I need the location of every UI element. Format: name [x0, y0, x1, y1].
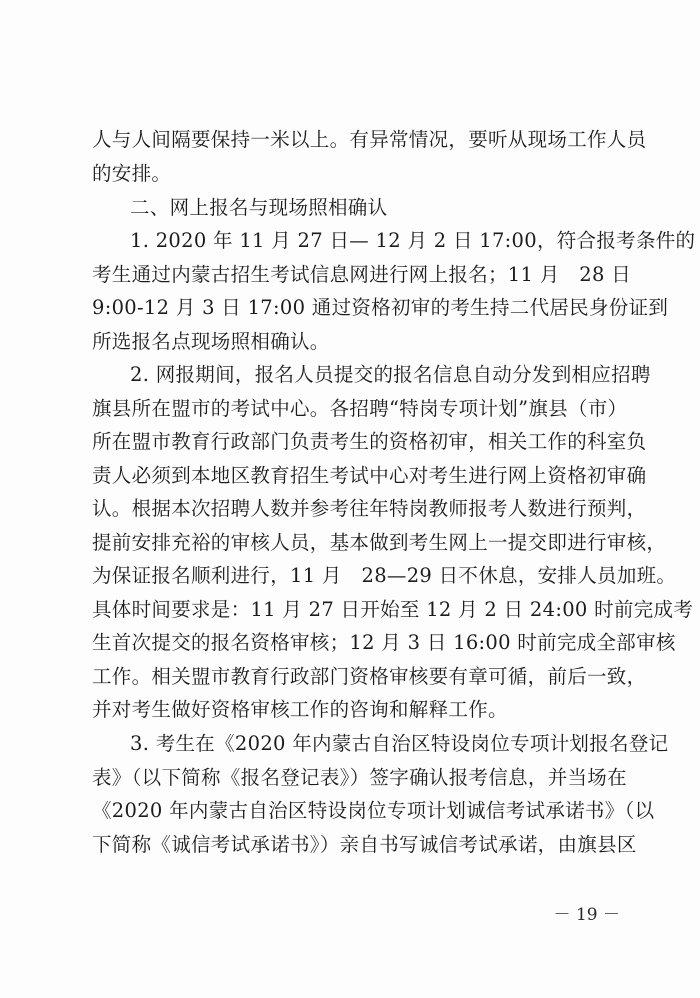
page-number: － 19 －	[553, 905, 620, 925]
text-line: 1. 2020 年 11 月 27 日— 12 月 2 日 17:00，符合报考条件的	[130, 229, 696, 252]
text-line: 生首次提交的报名资格审核；12 月 3 日 16:00 时前完成全部审核	[92, 631, 676, 654]
text-line: 人与人间隔要保持一米以上。有异常情况，要听从现场工作人员	[92, 128, 647, 151]
text-line: 具体时间要求是：11 月 27 日开始至 12 月 2 日 24:00 时前完成考	[92, 598, 694, 621]
text-line: 责人必须到本地区教育招生考试中心对考生进行网上资格初审确	[92, 464, 647, 487]
text-line: 下简称《诚信考试承诺书》）亲自书写诚信考试承诺，由旗县区	[92, 833, 637, 856]
text-line: 提前安排充裕的审核人员，基本做到考生网上一提交即进行审核，	[92, 531, 667, 554]
text-line: 的安排。	[92, 162, 172, 185]
text-line: 2. 网报期间，报名人员提交的报名信息自动分发到相应招聘	[130, 363, 651, 386]
text-line: 考生通过内蒙古招生考试信息网进行网上报名；11 月 28 日	[92, 263, 632, 286]
text-line: 所在盟市教育行政部门负责考生的资格初审，相关工作的科室负	[92, 430, 647, 453]
text-line: 3. 考生在《2020 年内蒙古自治区特设岗位专项计划报名登记	[130, 732, 669, 755]
text-line: 并对考生做好资格审核工作的咨询和解释工作。	[92, 698, 508, 721]
text-line: 认。根据本次招聘人数并参考往年特岗教师报考人数进行预判，	[92, 497, 647, 520]
text-line: 为保证报名顺利进行，11 月 28—29 日不休息，安排人员加班。	[92, 564, 677, 587]
section-heading: 二、网上报名与现场照相确认	[130, 196, 388, 219]
text-line: 工作。相关盟市教育行政部门资格审核要有章可循，前后一致，	[92, 665, 647, 688]
text-line: 《2020 年内蒙古自治区特设岗位专项计划诚信考试承诺书》（以	[92, 799, 655, 822]
text-line: 旗县所在盟市的考试中心。各招聘“特岗专项计划”旗县（市）	[92, 397, 628, 420]
text-line: 9:00-12 月 3 日 17:00 通过资格初审的考生持二代居民身份证到	[92, 296, 669, 319]
text-line: 所选报名点现场照相确认。	[92, 330, 330, 353]
text-line: 表》（以下简称《报名登记表》）签字确认报考信息，并当场在	[92, 766, 627, 789]
